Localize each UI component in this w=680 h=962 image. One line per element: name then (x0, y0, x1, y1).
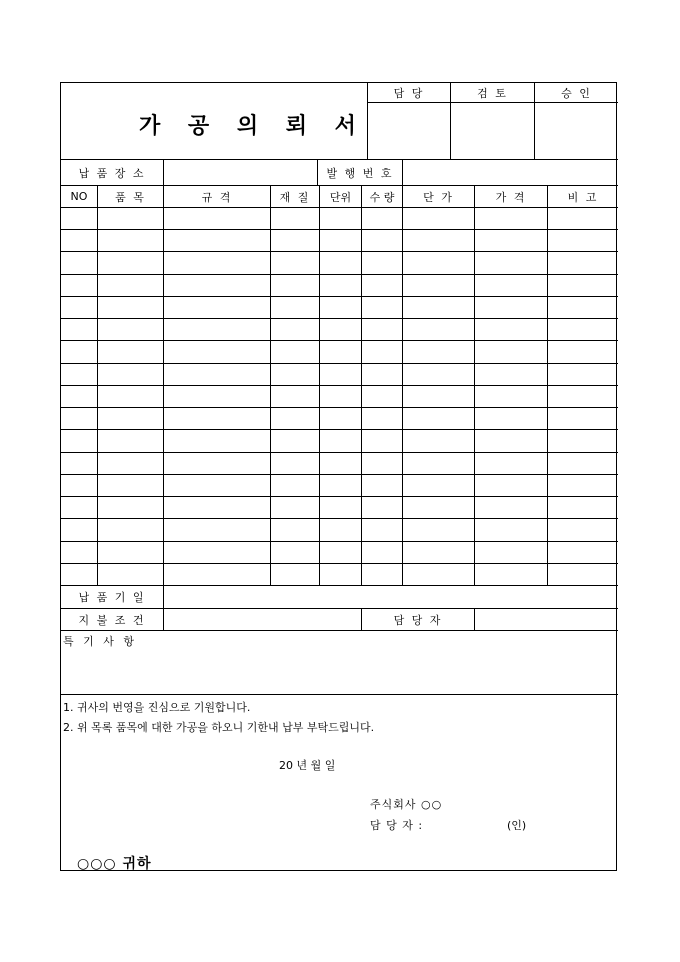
table-row-line (61, 207, 618, 208)
table-column-line (474, 185, 475, 585)
issue-number-label: 발 행 번 호 (326, 166, 394, 180)
note-2: 2. 위 목록 품목에 대한 가공을 하오니 기한내 납부 부탁드립니다. (63, 721, 375, 734)
table-row-line (61, 251, 618, 252)
approval-manager-sign-cell[interactable] (368, 103, 450, 159)
remarks-label: 특 기 사 항 (63, 635, 137, 648)
approval-manager-header: 담 당 (393, 86, 425, 100)
table-column-line (402, 185, 403, 585)
table-column-line (319, 185, 320, 585)
column-header-unit: 단위 (329, 190, 352, 204)
approval-review-sign-cell[interactable] (451, 103, 534, 159)
table-row-line (61, 496, 618, 497)
table-row-line (61, 318, 618, 319)
column-header-quantity: 수 량 (369, 190, 395, 204)
table-row-line (61, 563, 618, 564)
addressee: ○○○ 귀하 (77, 856, 152, 872)
manager-field[interactable] (475, 609, 618, 630)
column-header-material: 재 질 (279, 190, 311, 204)
delivery-place-field[interactable] (164, 160, 317, 185)
form-title: 가 공 의 뢰 서 (139, 113, 366, 139)
seal-mark: (인) (507, 819, 527, 832)
column-header-spec: 규 격 (201, 190, 233, 204)
delivery-date-label: 납 품 기 일 (78, 591, 146, 604)
remarks-field[interactable] (62, 649, 617, 693)
column-header-remarks: 비 고 (567, 190, 599, 204)
date-line: 20 년 월 일 (279, 759, 336, 772)
table-row-line (61, 274, 618, 275)
table-row-line (61, 363, 618, 364)
table-column-line (361, 185, 362, 585)
table-row-line (61, 229, 618, 230)
column-header-no: NO (70, 190, 88, 203)
table-row-line (61, 407, 618, 408)
issue-number-field[interactable] (403, 160, 618, 185)
table-column-line (270, 185, 271, 585)
delivery-date-field[interactable] (164, 586, 618, 608)
column-header-price: 가 격 (495, 190, 527, 204)
processing-request-form (60, 82, 617, 871)
column-header-unit-price: 단 가 (423, 190, 454, 204)
approval-approve-header: 승 인 (561, 86, 592, 100)
table-column-line (163, 185, 164, 585)
payment-terms-label: 지 불 조 건 (78, 613, 146, 627)
approval-review-header: 검 토 (477, 86, 508, 100)
manager-label: 담 당 자 (393, 613, 443, 627)
table-row-line (61, 518, 618, 519)
table-row-line (61, 340, 618, 341)
approval-approve-sign-cell[interactable] (535, 103, 618, 159)
note-1: 1. 귀사의 번영을 진심으로 기원합니다. (63, 701, 251, 714)
table-row-line (61, 452, 618, 453)
table-column-line (547, 185, 548, 585)
table-row-line (61, 474, 618, 475)
company-name: 주식회사 ○○ (370, 798, 443, 811)
table-row-line (61, 385, 618, 386)
delivery-place-label: 납 품 장 소 (78, 166, 146, 180)
column-header-item: 품 목 (115, 190, 146, 204)
table-row-line (61, 429, 618, 430)
payment-terms-field[interactable] (164, 609, 361, 630)
table-column-line (97, 185, 98, 585)
table-row-line (61, 541, 618, 542)
table-row-line (61, 296, 618, 297)
signer-label: 담 당 자 : (370, 819, 424, 832)
